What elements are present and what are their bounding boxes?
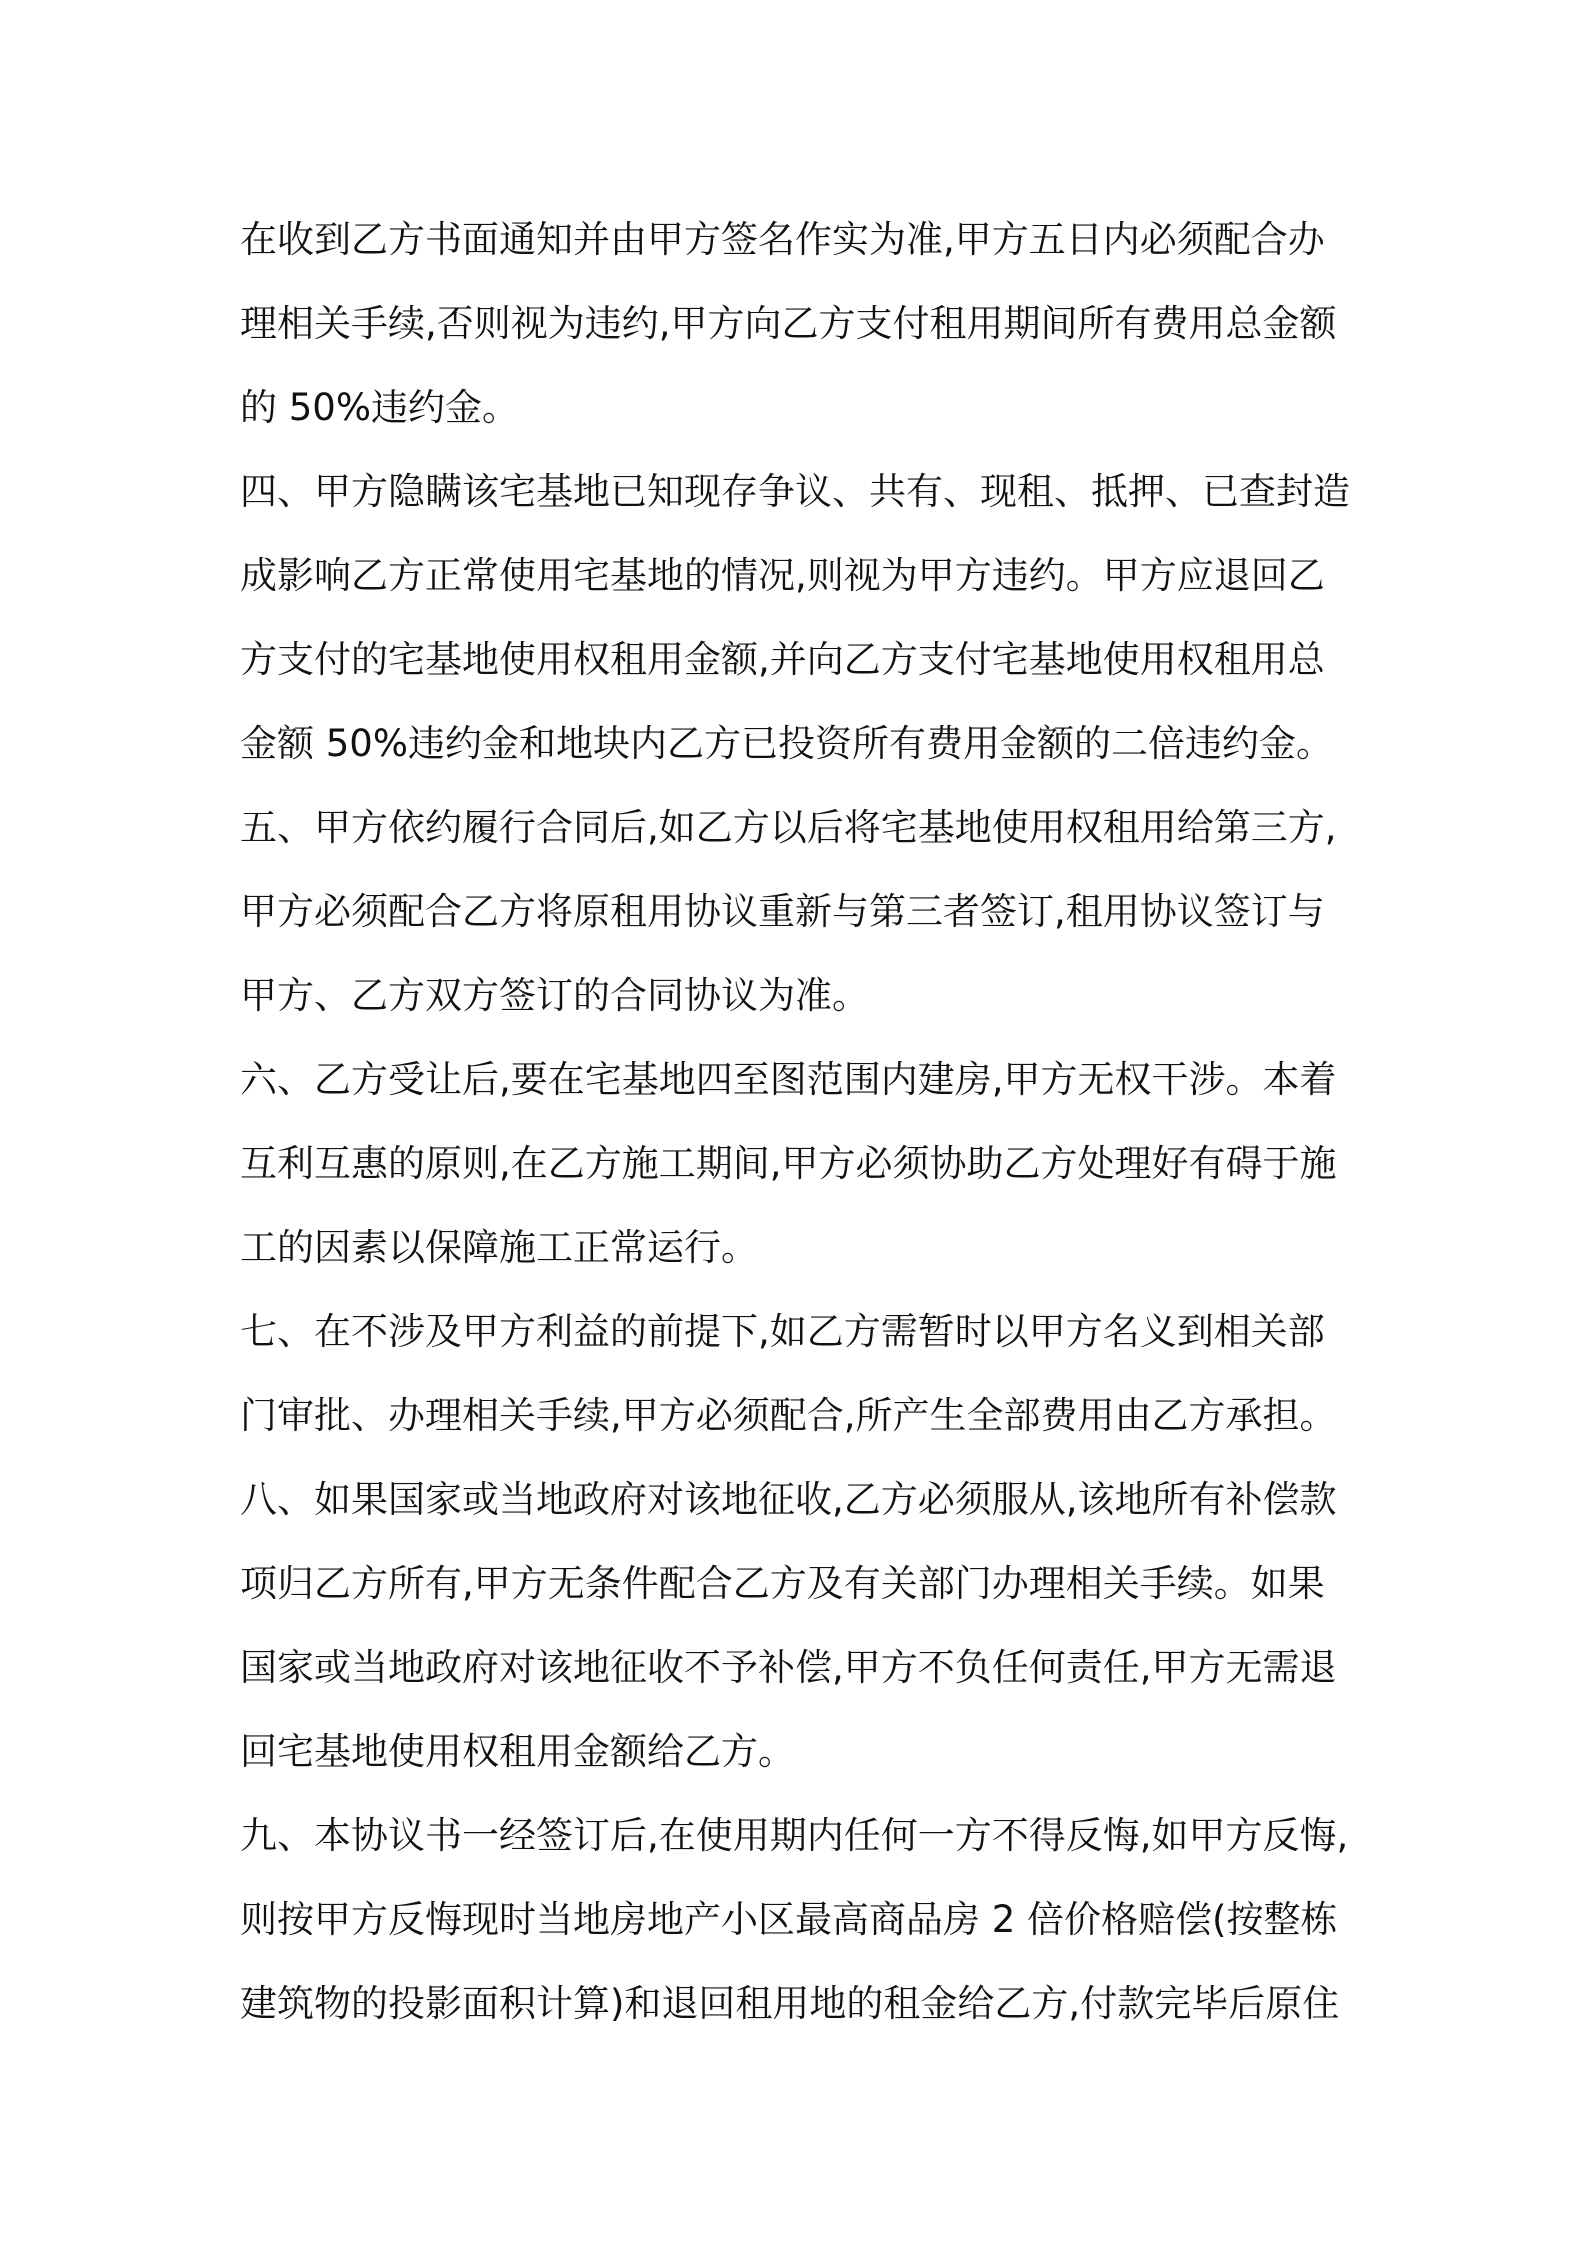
text-line: 项归乙方所有,甲方无条件配合乙方及有关部门办理相关手续。如果 — [240, 1562, 1325, 1605]
text-line: 八、如果国家或当地政府对该地征收,乙方必须服从,该地所有补偿款 — [240, 1478, 1337, 1521]
text-line: 理相关手续,否则视为违约,甲方向乙方支付租用期间所有费用总金额 — [240, 302, 1337, 345]
text-line: 金额 50%违约金和地块内乙方已投资所有费用金额的二倍违约金。 — [240, 722, 1333, 765]
text-line: 七、在不涉及甲方利益的前提下,如乙方需暂时以甲方名义到相关部 — [240, 1310, 1325, 1353]
text-line: 工的因素以保障施工正常运行。 — [240, 1226, 758, 1269]
text-line: 国家或当地政府对该地征收不予补偿,甲方不负任何责任,甲方无需退 — [240, 1646, 1337, 1689]
text-line: 建筑物的投影面积计算)和退回租用地的租金给乙方,付款完毕后原住 — [240, 1982, 1340, 2025]
text-line: 四、甲方隐瞒该宅基地已知现存争议、共有、现租、抵押、已查封造 — [240, 470, 1350, 513]
text-line: 六、乙方受让后,要在宅基地四至图范围内建房,甲方无权干涉。本着 — [240, 1058, 1337, 1101]
text-line: 互利互惠的原则,在乙方施工期间,甲方必须协助乙方处理好有碍于施 — [240, 1142, 1337, 1185]
text-line: 的 50%违约金。 — [240, 386, 519, 429]
text-line: 成影响乙方正常使用宅基地的情况,则视为甲方违约。甲方应退回乙 — [240, 554, 1325, 597]
text-line: 回宅基地使用权租用金额给乙方。 — [240, 1730, 795, 1773]
text-line: 九、本协议书一经签订后,在使用期内任何一方不得反悔,如甲方反悔, — [240, 1814, 1349, 1857]
document-body — [240, 198, 1350, 2046]
text-line: 五、甲方依约履行合同后,如乙方以后将宅基地使用权租用给第三方, — [240, 806, 1337, 849]
text-line: 方支付的宅基地使用权租用金额,并向乙方支付宅基地使用权租用总 — [240, 638, 1325, 681]
text-line: 甲方必须配合乙方将原租用协议重新与第三者签订,租用协议签订与 — [240, 890, 1325, 933]
text-line: 在收到乙方书面通知并由甲方签名作实为准,甲方五日内必须配合办 — [240, 218, 1325, 261]
text-line: 则按甲方反悔现时当地房地产小区最高商品房 2 倍价格赔偿(按整栋 — [240, 1898, 1338, 1941]
text-line: 甲方、乙方双方签订的合同协议为准。 — [240, 974, 869, 1017]
text-line: 门审批、办理相关手续,甲方必须配合,所产生全部费用由乙方承担。 — [240, 1394, 1337, 1437]
